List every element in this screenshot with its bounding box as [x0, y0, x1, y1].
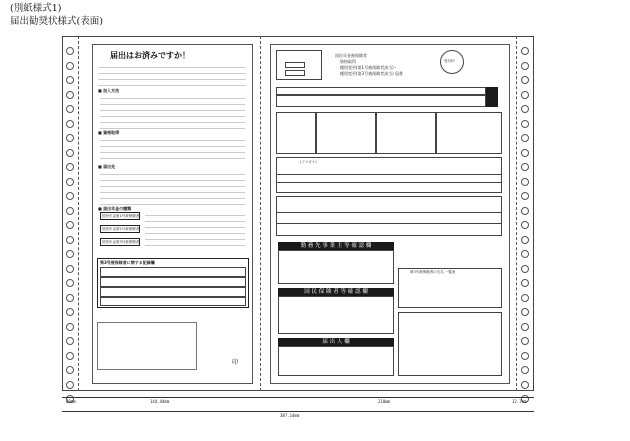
checkbox-2[interactable] — [285, 70, 305, 76]
info-options-col[interactable] — [316, 112, 376, 154]
tag-category-1: 国民年金第1号被保険者 — [102, 214, 140, 218]
tag-descriptions — [145, 212, 245, 248]
perforation-left — [78, 36, 79, 391]
insurer-confirm-title: 国 民 保 険 者 等 確 認 欄 — [278, 288, 394, 296]
section-text-3 — [100, 171, 245, 207]
katakana-label: (フリガナ) — [300, 160, 317, 164]
tag-category-3: 国民年金第3号被保険者 — [102, 240, 140, 244]
dimension-mid2: 210mm — [378, 399, 391, 404]
dimension-left: 60mm — [66, 399, 76, 404]
page-heading: 届出勧奨状様式(表面) — [10, 16, 103, 27]
stamp-mark: 印 — [232, 359, 239, 366]
name-input-row[interactable] — [276, 95, 486, 107]
address-row[interactable] — [276, 174, 502, 183]
section-text-2 — [100, 137, 245, 161]
address-window — [97, 322, 197, 370]
section-text-1 — [100, 95, 245, 131]
form-ref-label: (別紙様式1) — [10, 3, 62, 14]
tag-category-2: 国民年金第2号被保険者 — [102, 227, 140, 231]
dimension-mid1: 144.44mm — [150, 399, 170, 404]
form-title-4: 種別変更(第3号被保険者該当) 届書 — [340, 71, 403, 76]
intro-text — [98, 64, 246, 88]
dimension-right: 12.7mm — [512, 399, 527, 404]
applicant-box[interactable] — [278, 346, 394, 376]
record-box-title: 第3号被保険者に関する記録欄 — [100, 260, 155, 265]
section-heading-4: ■ 届出年金の種類 — [98, 206, 132, 211]
notes-box[interactable] — [398, 312, 502, 376]
perforation-center — [260, 36, 261, 391]
insurer-confirm-box[interactable] — [278, 296, 394, 334]
checkbox-1[interactable] — [285, 62, 305, 68]
info-dates-col[interactable] — [376, 112, 436, 154]
section-heading-1: ■ 加入方法 — [98, 88, 120, 93]
record-row-2 — [100, 277, 246, 287]
section-heading-2: ■ 資格取得 — [98, 130, 120, 135]
form-title-3: 種別変更(第1号被保険者該当)・ — [340, 65, 398, 70]
record-row-3 — [100, 287, 246, 297]
notice-title: 届出はお済みですか！ — [110, 51, 190, 60]
name-side-tab — [486, 87, 498, 107]
right-feed-holes — [521, 47, 529, 387]
record-row-1 — [100, 267, 246, 277]
seal-label: 受付印 — [444, 59, 455, 63]
info-label-col — [276, 112, 316, 154]
record-row-4 — [100, 297, 246, 306]
employer-confirm-title: 勤 務 先 事 業 主 等 確 認 欄 — [278, 242, 394, 250]
employer-row[interactable] — [276, 212, 502, 224]
section-heading-3: ■ 届出先 — [98, 164, 116, 169]
name-header-row — [276, 87, 486, 95]
dimension-line-1 — [62, 397, 534, 398]
info-remarks-col[interactable] — [436, 112, 502, 154]
employer-confirm-box[interactable] — [278, 250, 394, 284]
dimension-total: 387.14mm — [280, 413, 300, 418]
applicant-title: 届 出 人 欄 — [278, 338, 394, 346]
form-title-2: 資格取得 — [340, 59, 356, 64]
form-title-1: 国民年金被保険者 — [335, 53, 367, 58]
perforation-right — [516, 36, 517, 391]
left-feed-holes — [66, 47, 74, 387]
dimension-line-2 — [62, 411, 534, 412]
dependents-list-title: 第3号被保険者の氏名 一覧表 — [410, 270, 456, 274]
